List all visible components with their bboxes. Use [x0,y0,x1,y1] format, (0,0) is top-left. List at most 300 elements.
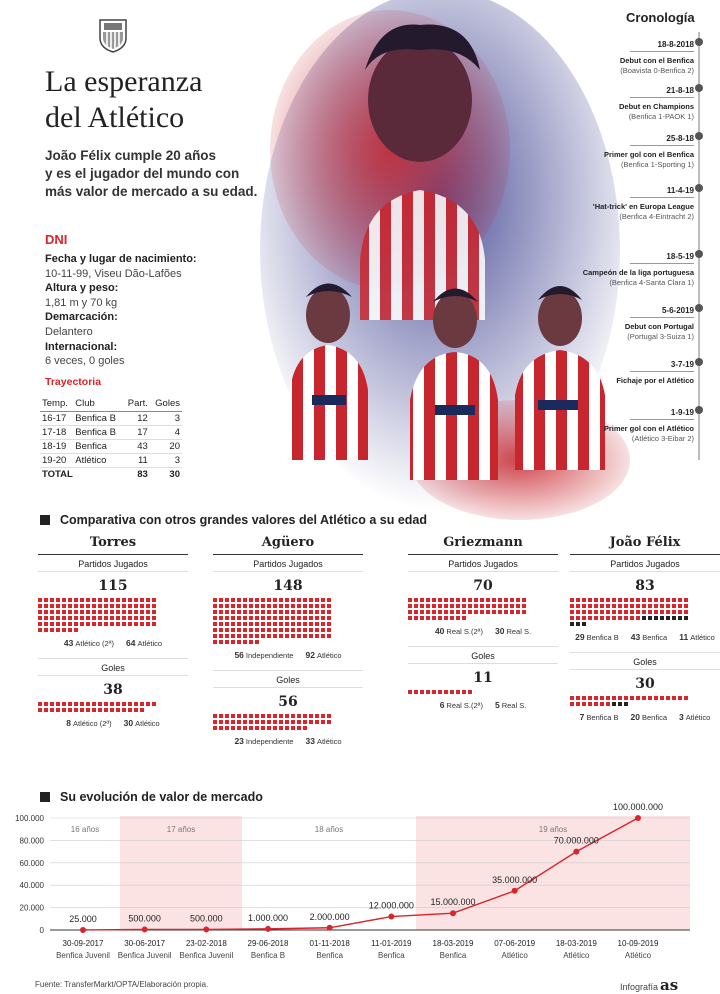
goals-square [576,702,580,706]
matches-square [678,610,682,614]
matches-square [606,616,610,620]
x-club-label: Benfica Juvenil [179,951,234,960]
matches-square [231,604,235,608]
goals-square [612,702,616,706]
goals-square [618,696,622,700]
matches-square [237,628,241,632]
goals-square [134,708,138,712]
matches-square [618,610,622,614]
matches-square [315,616,319,620]
matches-square [273,610,277,614]
matches-square [291,598,295,602]
matches-square [74,622,78,626]
goals-square [648,696,652,700]
matches-square [146,604,150,608]
matches-square [408,598,412,602]
value-point [512,888,518,894]
x-date-label: 10-09-2019 [617,939,659,948]
dni-heading: DNI [45,232,68,247]
player-column [213,535,363,746]
matches-square [486,598,490,602]
matches-square [504,610,508,614]
goals-square [44,702,48,706]
matches-square [474,610,478,614]
value-label: 100.000.000 [612,802,664,812]
table-cell: Benfica B [73,412,123,426]
goals-legend [213,736,363,746]
trayectoria-heading: Trayectoria [45,376,102,388]
page-title [45,64,245,136]
matches-square [152,622,156,626]
x-date-label: 29-06-2018 [247,939,289,948]
matches-square [255,622,259,626]
title-line-2: del Atlético [45,101,185,134]
matches-square [624,604,628,608]
matches-square [98,604,102,608]
matches-square [618,598,622,602]
goals-square [255,726,259,730]
matches-square [570,598,574,602]
matches-square [146,616,150,620]
x-club-label: Benfica Juvenil [117,951,172,960]
matches-square [654,610,658,614]
matches-square [279,604,283,608]
matches-square [213,604,217,608]
goals-total: 38 [103,682,123,698]
matches-square [140,616,144,620]
goals-square [618,702,622,706]
matches-square [600,598,604,602]
dni-value: Delantero [45,325,93,338]
matches-square [522,604,526,608]
matches-square [152,610,156,614]
matches-square [62,604,66,608]
value-point [265,926,271,932]
goals-square [140,708,144,712]
matches-square [678,604,682,608]
goals-square [273,714,277,718]
matches-square [327,598,331,602]
matches-square [249,610,253,614]
matches-square [444,610,448,614]
y-tick-label: 20.000 [19,903,44,913]
timeline-dot [695,84,703,92]
cronologia-item [564,80,694,122]
value-point [327,925,333,931]
matches-square [498,610,502,614]
as-logo: as [660,976,679,994]
matches-square [128,622,132,626]
matches-square [462,598,466,602]
matches-square [321,604,325,608]
matches-square [492,598,496,602]
matches-square [285,598,289,602]
matches-square [570,622,574,626]
matches-square [92,622,96,626]
goals-square [44,708,48,712]
cronologia-date: 11-4-19 [630,186,694,198]
matches-square [279,634,283,638]
matches-square [582,598,586,602]
matches-square [618,616,622,620]
matches-square [243,634,247,638]
goals-square [92,702,96,706]
goals-square [630,696,634,700]
matches-square [456,616,460,620]
matches-square [516,598,520,602]
goals-square [38,702,42,706]
legend-count: 92 [305,650,315,660]
matches-square [309,628,313,632]
goals-square [450,690,454,694]
matches-square [630,610,634,614]
matches-square [50,610,54,614]
legend-club: Atlético [316,737,342,746]
matches-square [678,616,682,620]
matches-square [582,616,586,620]
matches-square [510,604,514,608]
matches-square [50,604,54,608]
matches-square [243,640,247,644]
matches-square [408,604,412,608]
y-tick-label: 100.000 [15,814,44,823]
matches-square [576,610,580,614]
table-header: Club [73,396,123,412]
value-point [573,849,579,855]
matches-square [291,616,295,620]
legend-club: Independiente [245,737,294,746]
cronologia-item [564,180,694,222]
matches-square [98,610,102,614]
matches-square [243,610,247,614]
matches-square [261,604,265,608]
legend-club: Benfica [642,633,668,642]
goals-square [38,708,42,712]
matches-square [225,604,229,608]
legend-count: 30 [123,718,134,728]
matches-square [672,616,676,620]
x-date-label: 11-01-2019 [371,939,412,948]
matches-square [291,610,295,614]
matches-square [128,604,132,608]
legend-club: Benfica [641,713,667,722]
trayectoria-table [40,396,182,481]
matches-square [44,604,48,608]
matches-square [285,622,289,626]
player-column [38,535,188,728]
matches-square [504,604,508,608]
matches-square [654,616,658,620]
matches-square [462,610,466,614]
matches-square [618,604,622,608]
matches-square [468,598,472,602]
value-label: 12.000.000 [368,900,414,911]
matches-square [219,616,223,620]
goals-square [582,696,586,700]
comparativa-heading [40,513,427,527]
matches-label: Partidos Jugados [570,559,720,572]
goals-square [408,690,412,694]
matches-square [225,634,229,638]
matches-square [510,598,514,602]
matches-square [261,622,265,626]
matches-square [86,610,90,614]
atletico-crest-icon [98,18,128,54]
matches-square [98,616,102,620]
matches-square [600,604,604,608]
matches-square [134,622,138,626]
matches-square [321,628,325,632]
goals-square [50,708,54,712]
legend-club: Real S. [506,627,532,636]
matches-square [116,616,120,620]
section-square-icon [40,515,50,525]
matches-square [243,622,247,626]
x-date-label: 07-06-2019 [494,939,536,948]
table-cell: 3 [150,454,182,468]
matches-square [414,616,418,620]
cronologia-event: Debut en Champions [618,102,694,111]
goals-square [219,720,223,724]
goals-square [279,726,283,730]
matches-square [92,604,96,608]
legend-club: Atlético [316,651,342,660]
goals-label: Goles [38,658,188,676]
goals-square [110,702,114,706]
legend-count: 56 [234,650,244,660]
table-cell: 20 [150,440,182,454]
y-tick-label: 80.000 [19,836,44,846]
legend-count: 20 [630,712,640,722]
legend-count: 3 [679,712,684,722]
legend-count: 11 [679,632,689,642]
value-label: 15.000.000 [430,897,476,908]
matches-square [426,604,430,608]
matches-square [480,598,484,602]
matches-square [80,622,84,626]
table-header: Goles [150,396,182,412]
matches-square [438,598,442,602]
table-header: Part. [123,396,150,412]
matches-square [255,604,259,608]
footer-source: Fuente: TransferMarkt/OPTA/Elaboración propia. [35,980,209,989]
matches-square [249,598,253,602]
player-column [570,535,720,722]
age-band-label: 18 años [314,825,344,834]
matches-square [474,604,478,608]
matches-square [50,628,54,632]
matches-square [672,598,676,602]
matches-square [237,622,241,626]
goals-square [225,720,229,724]
goals-square [249,726,253,730]
goals-square [98,702,102,706]
legend-club: Real S.(2ª) [446,701,483,710]
matches-square [285,604,289,608]
x-date-label: 18-03-2019 [555,939,597,948]
goals-square [116,702,120,706]
table-row [40,412,182,426]
goals-square [68,708,72,712]
matches-legend [408,626,558,636]
matches-square [279,628,283,632]
goals-square [606,702,610,706]
matches-square [630,598,634,602]
matches-square [80,604,84,608]
timeline-dot [695,132,703,140]
goals-square [62,702,66,706]
goals-square [642,696,646,700]
cronologia-event: 'Hat-trick' en Europa League [592,202,694,211]
matches-square [285,616,289,620]
matches-square [231,622,235,626]
value-point [388,914,394,920]
matches-square [237,610,241,614]
matches-square [321,634,325,638]
cronologia-detail: (Benfica 4-Eintracht 2) [619,212,694,221]
matches-square [261,634,265,638]
matches-total: 115 [98,578,128,594]
matches-square [128,616,132,620]
table-cell: 17 [123,426,150,440]
matches-square [684,604,688,608]
matches-square [104,598,108,602]
matches-square [594,610,598,614]
matches-square [219,604,223,608]
goals-square [273,726,277,730]
goals-square [594,702,598,706]
goals-square [291,720,295,724]
matches-square [600,610,604,614]
matches-square [666,610,670,614]
matches-square [116,598,120,602]
value-label: 500.000 [190,913,223,924]
goals-square [462,690,466,694]
matches-square [624,598,628,602]
matches-square [62,622,66,626]
matches-squares [38,598,188,632]
legend-club: Independiente [245,651,294,660]
age-band-label: 17 años [166,825,196,834]
goals-square [309,714,313,718]
table-cell: 83 [137,469,148,480]
matches-square [303,628,307,632]
matches-square [624,616,628,620]
matches-square [249,634,253,638]
timeline-line [698,32,700,460]
dni-label: Internacional: [45,340,118,353]
matches-square [38,604,42,608]
matches-square [267,634,271,638]
cronologia-event: Debut con Portugal [624,322,694,331]
matches-square [327,604,331,608]
goals-square [582,702,586,706]
comparativa-title: Comparativa con otros grandes valores del Atlético a su edad [60,513,428,527]
timeline-dot [695,358,703,366]
matches-square [684,598,688,602]
matches-square [468,610,472,614]
matches-square [456,598,460,602]
matches-legend [570,632,720,642]
matches-square [291,604,295,608]
matches-square [62,628,66,632]
matches-square [315,604,319,608]
x-date-label: 30-06-2017 [124,939,166,948]
matches-square [56,616,60,620]
matches-total: 70 [473,578,493,594]
player-column [408,535,558,710]
matches-square [327,616,331,620]
matches-square [642,598,646,602]
x-date-label: 30-09-2017 [62,939,104,948]
goals-square [303,720,307,724]
matches-square [62,610,66,614]
table-cell: 16-17 [40,412,73,426]
matches-square [462,604,466,608]
matches-square [213,628,217,632]
matches-label: Partidos Jugados [38,559,188,572]
matches-square [110,604,114,608]
x-club-label: Benfica B [250,951,286,960]
matches-square [492,610,496,614]
matches-square [594,598,598,602]
matches-square [74,628,78,632]
goals-square [110,708,114,712]
matches-square [213,622,217,626]
y-tick-label: 0 [39,926,44,935]
matches-square [92,616,96,620]
matches-square [426,610,430,614]
cronologia-date: 1-9-19 [630,408,694,420]
timeline-dot [695,406,703,414]
matches-square [80,610,84,614]
legend-club: Atlético (2ª) [73,719,112,728]
matches-square [68,610,72,614]
goals-square [570,696,574,700]
matches-square [426,598,430,602]
matches-square [50,598,54,602]
goals-square [80,708,84,712]
goals-square [600,696,604,700]
matches-square [237,640,241,644]
goals-square [588,702,592,706]
matches-square [321,598,325,602]
matches-square [110,616,114,620]
matches-square [219,622,223,626]
matches-square [648,610,652,614]
table-header: Temp. [40,396,73,412]
footer-credit-label: Infografía [620,982,659,992]
legend-club: Atlético (2ª) [75,639,114,648]
matches-square [74,610,78,614]
goals-square [303,726,307,730]
timeline-dot [695,184,703,192]
goals-square [104,708,108,712]
legend-count: 23 [234,736,244,746]
matches-square [309,604,313,608]
player-name: Griezmann [408,535,558,555]
matches-square [146,610,150,614]
matches-square [68,616,72,620]
goals-label: Goles [408,646,558,664]
matches-square [74,616,78,620]
matches-square [594,604,598,608]
matches-square [684,610,688,614]
matches-square [576,622,580,626]
cronologia-event: Primer gol con el Atlético [603,424,694,433]
goals-square [146,702,150,706]
matches-square [612,610,616,614]
